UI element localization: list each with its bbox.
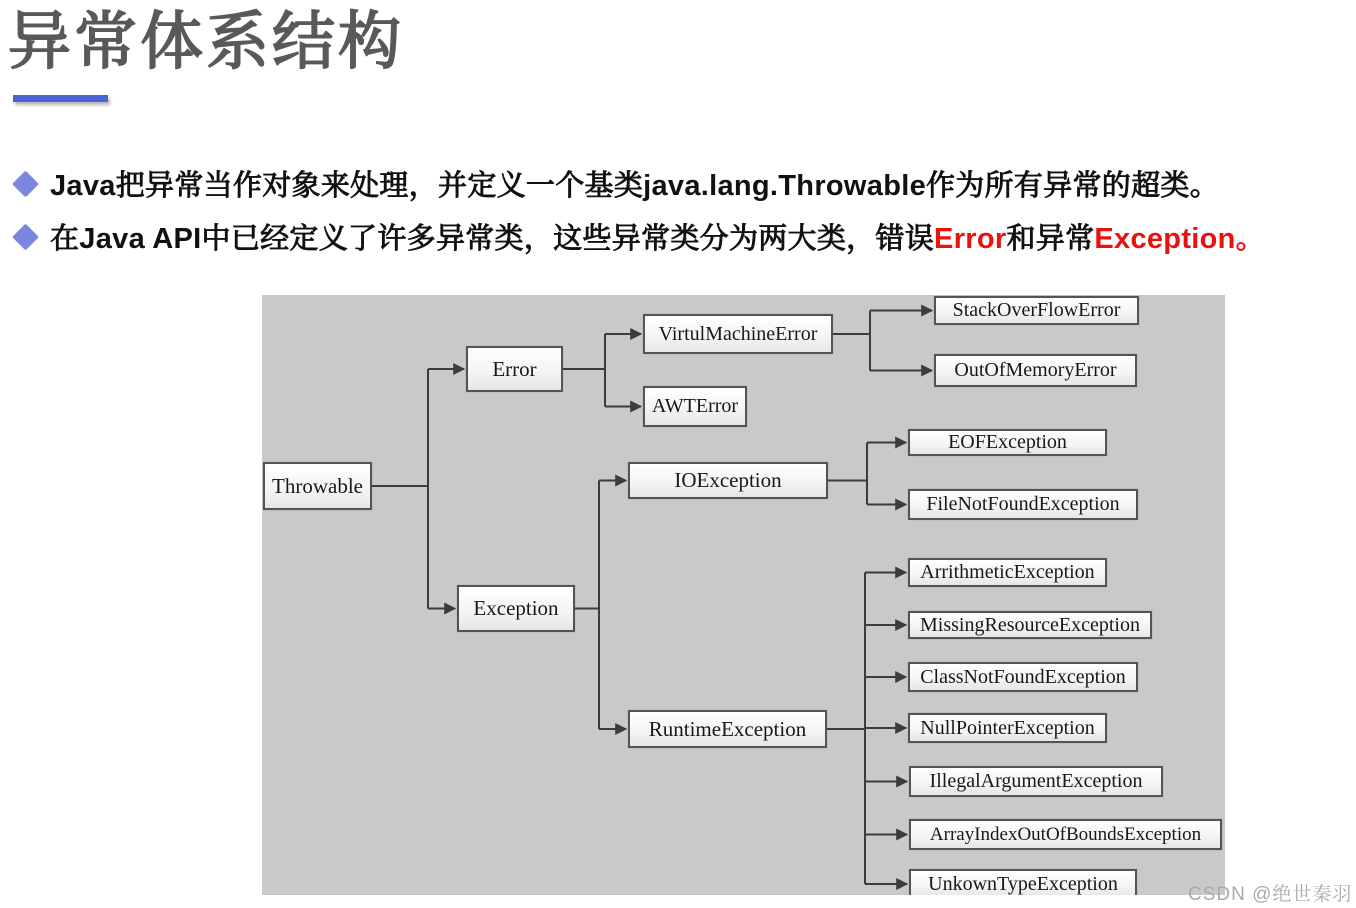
bullet-segment: 和异常 [1006,223,1095,255]
diagram [262,295,1225,895]
node-fnf: FileNotFoundException [908,489,1138,520]
bullet-segment: Exception。 [1094,223,1265,255]
node-exception: Exception [457,585,575,632]
node-missing: MissingResourceException [908,611,1152,639]
node-re: RuntimeException [628,710,827,748]
node-awt: AWTError [643,386,747,427]
node-unkown: UnkownTypeException [909,869,1137,895]
node-cnf: ClassNotFoundException [908,662,1138,692]
bullet-segment: Java把异常当作对象来处理，并定义一个基类java.lang.Throwable作为所有异常的超类。 [50,170,1219,202]
diamond-bullet-icon [12,170,39,197]
diamond-bullet-icon [12,223,39,250]
watermark: CSDN @绝世秦羽 [1188,884,1353,905]
bullet-item [0,157,1356,210]
node-io: IOException [628,462,828,499]
node-npe: NullPointerException [908,713,1107,743]
title-underline [13,95,108,102]
node-vme: VirtulMachineError [643,314,833,354]
bullet-item [0,210,1356,263]
bullet-segment: 在Java API中已经定义了许多异常类，这些异常类分为两大类，错误 [50,223,935,255]
page-title: 异常体系结构 [8,7,404,77]
node-oom: OutOfMemoryError [934,354,1137,387]
node-error: Error [466,346,563,392]
node-sof: StackOverFlowError [934,296,1139,325]
node-throwable: Throwable [263,462,372,510]
node-eof: EOFException [908,429,1107,456]
node-aioob: ArrayIndexOutOfBoundsException [909,819,1222,850]
node-arith: ArrithmeticException [908,558,1107,587]
bullet-segment: Error [934,223,1007,255]
bullet-list [0,157,1356,263]
bullet-text [50,216,1265,257]
bullet-text [50,163,1219,204]
node-illegal: IllegalArgumentException [909,766,1163,797]
